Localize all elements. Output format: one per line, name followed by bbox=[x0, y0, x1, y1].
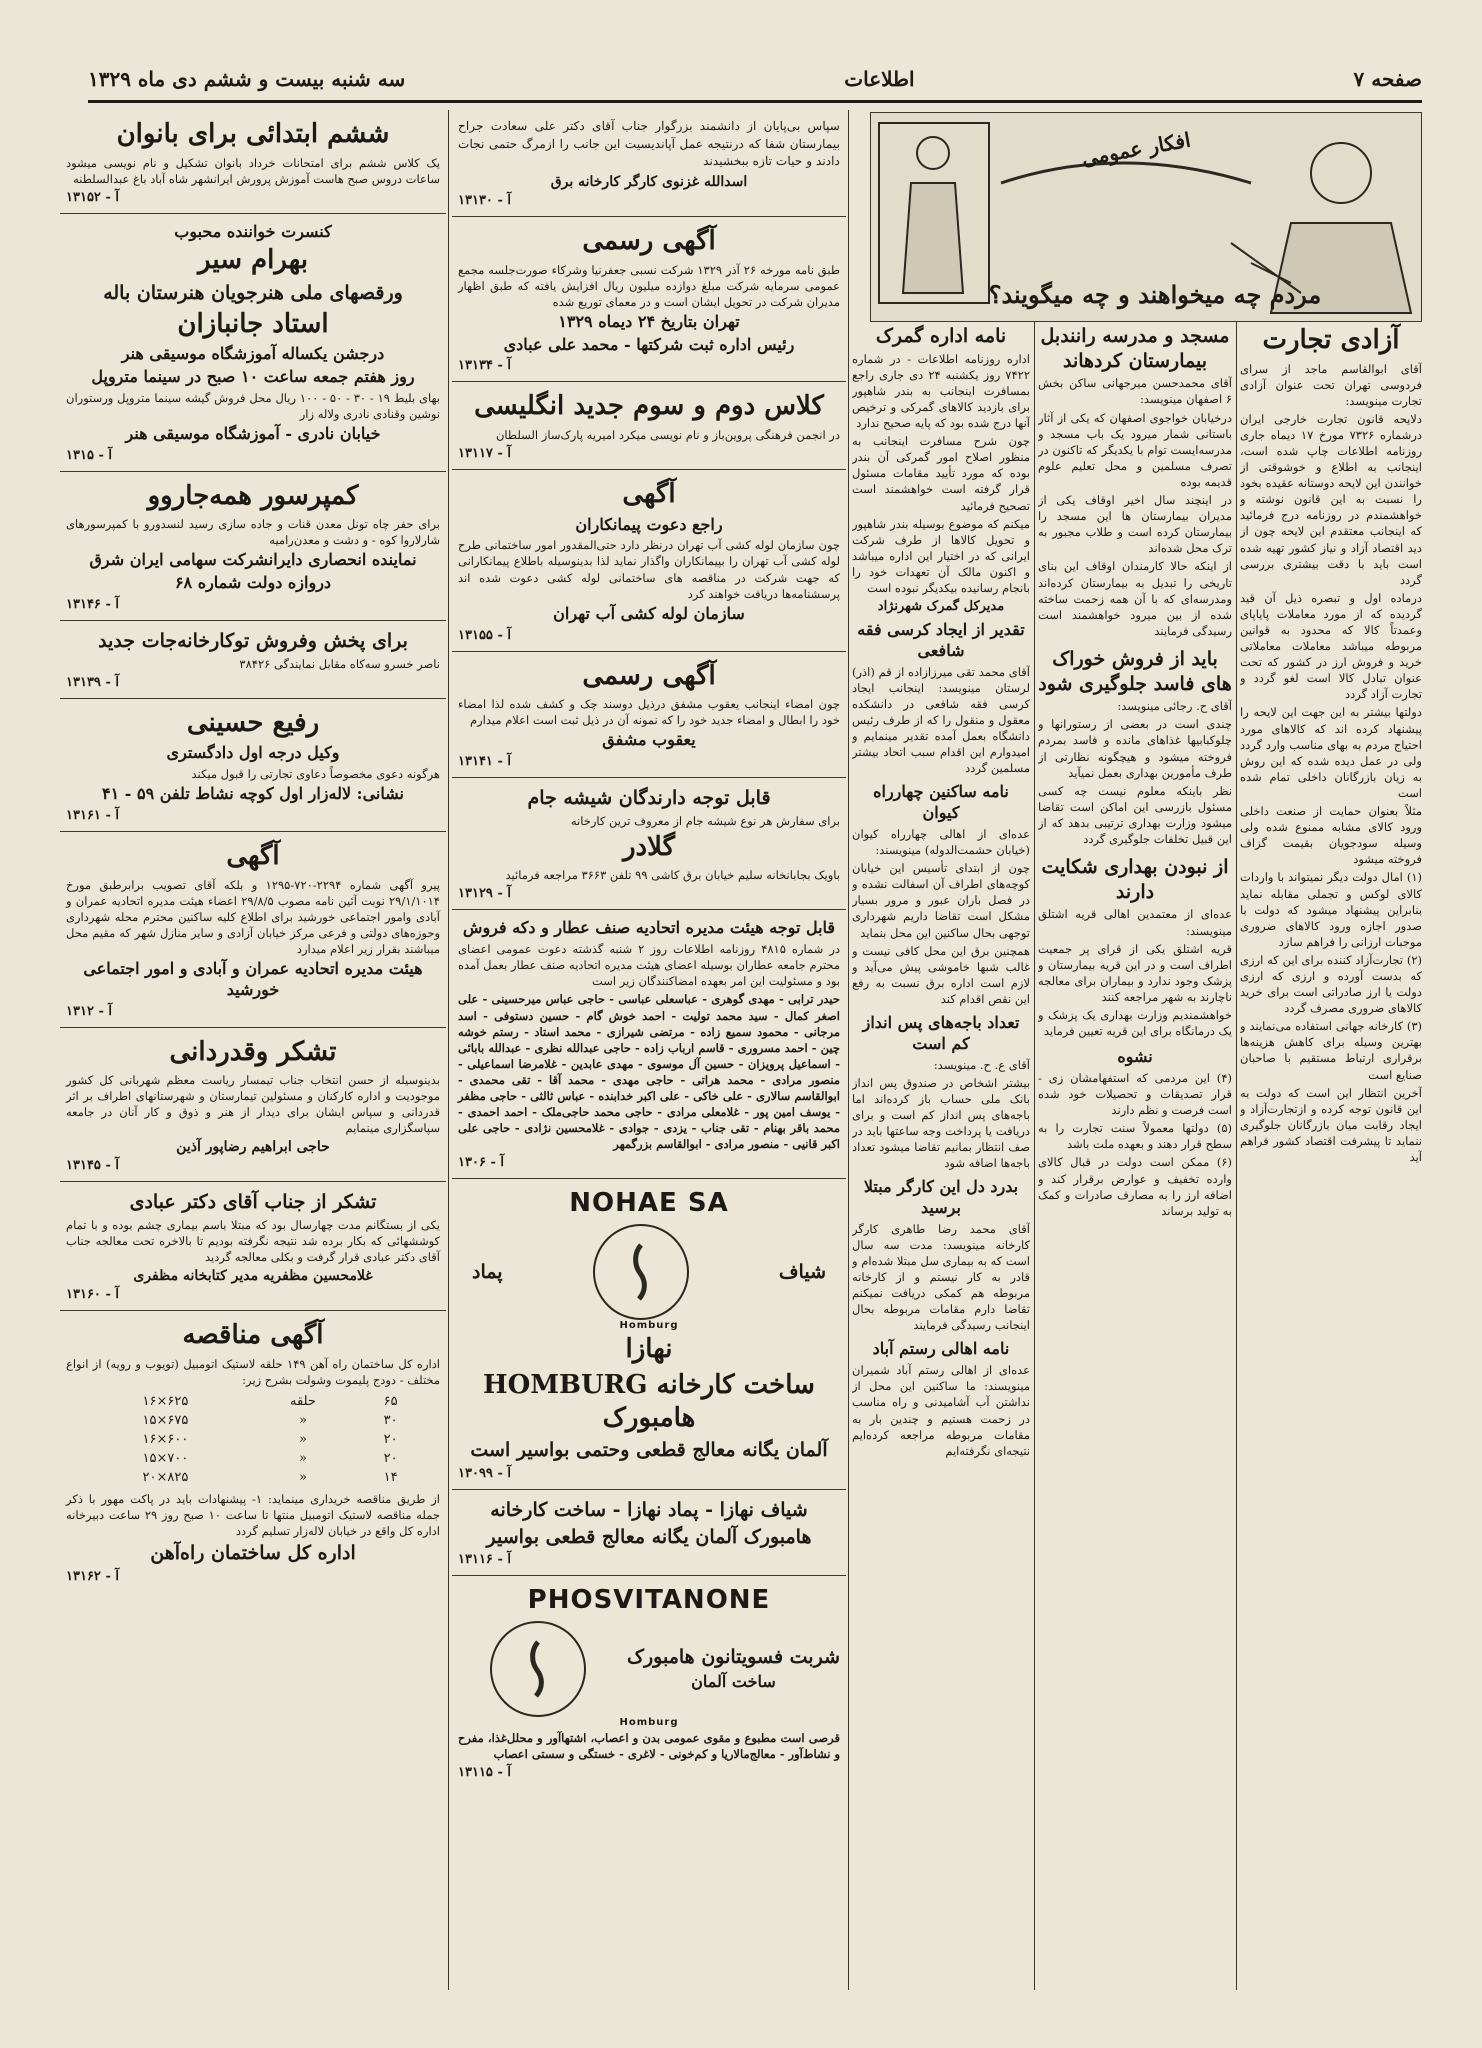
tender-cell: ۲۰ bbox=[383, 1451, 398, 1467]
ad-line: درجشن یکساله آموزشگاه موسیقی هنر bbox=[121, 344, 385, 364]
ad-body: بدینوسیله از حسن انتخاب جناب تیمسار ریاست معظم شهربانی کل کشور موجودیت و اداره کارکنان و مسئولین تیمارستان و شهرستانهای اطراف بر اثر قدردانی و سپاس ایشان برای دیدار از هنر و ذوق و کار آنان در جامعه سپاسگزاری مینمایم bbox=[66, 1073, 440, 1136]
ad-brand-left: پماد bbox=[472, 1260, 503, 1283]
section-heading: مردم چه میخواهند و چه میگویند؟ bbox=[988, 280, 1322, 309]
ad-concert bbox=[60, 214, 446, 472]
logo-stroke bbox=[532, 1642, 541, 1696]
ad-nohaesa-2 bbox=[452, 1490, 846, 1576]
ad-ref: آ - ۱۳۱۵۵ bbox=[458, 627, 511, 643]
article-paragraph: چون از ابتدای تأسیس این خیابان کوچه‌های اطراف آن اسفالت نشده و در فصل باران عبور و مرور بسیار مشکل است تقاضا داریم شهرداری توجهی بحال ساکنین این محل بنماید bbox=[852, 861, 1030, 940]
ad-title: آگهی مناقصه bbox=[182, 1320, 324, 1351]
homburg-logo-mark bbox=[503, 1634, 573, 1704]
ad-footer: اداره کل ساختمان راه‌آهن bbox=[150, 1542, 356, 1565]
homburg-logo-icon bbox=[593, 1224, 689, 1320]
ad-body: از طریق مناقصه خریداری مینماید: ۱- پیشنهادات باید در پاکت مهور با ذکر جمله مناقصه لاستیک اتومبیل منتها تا ساعت ۱۰ صبح روز ۲۹ ساعت دبیرخانه اداره کل واقع در خیابان لاله‌زار تسلیم گردد bbox=[66, 1492, 441, 1539]
ad-line: باویک بجابانخانه سلیم خیابان برق کاشی ۹۹ تلفن ۳۶۶۳ مراجعه فرمائید bbox=[505, 868, 840, 883]
illustration-caption: افکار عمومی bbox=[1079, 127, 1193, 171]
ad-title: آگهی رسمی bbox=[582, 660, 716, 691]
tender-cell: ۶۰۰×۱۶ bbox=[142, 1432, 189, 1448]
ad-body: یکی از بستگانم مدت چهارسال بود که مبتلا باسم بیماری چشم بوده و با تمام کوششهائی که بکار برده شد نتیجه نگرفته بودیم تا بالاخره تحت معالجه جناب آقای دکتر عبادی قرار گرفت و بکلی معالجه گردید bbox=[66, 1218, 440, 1265]
ad-ref: آ - ۱۳۱۵۲ bbox=[66, 189, 119, 205]
article-paragraph: دولتها بیشتر به این جهت این لایحه را پیشنهاد کرده اند که کالاهای مورد احتیاج مردم به بهای مناسب وارد گردد ولی در عمل دیده شده که این روش به زیان بازرگانان داخلی تمام شده است bbox=[1240, 705, 1422, 800]
article-title: از نبودن بهداری شکایت دارند bbox=[1041, 856, 1229, 903]
ad-body: اداره کل ساختمان راه آهن ۱۴۹ حلقه لاستیک اتومبیل (تویوب و رویه) از انواع مختلف - دودج پلیموت وشولت بشرح زیر: bbox=[66, 1356, 441, 1387]
ad-ref: آ - ۱۳۱۳۴ bbox=[458, 358, 511, 374]
ad-phosvitanone bbox=[452, 1576, 846, 1788]
article-paragraph: قریه اشتلق یکی از قرای پر جمعیت اطراف است و در این قریه بیمارستان و پزشک وجود ندارد و بیماران برای معالجه ناچارند به شهر مراجعه کنند bbox=[1038, 941, 1232, 1004]
ad-notice-association bbox=[60, 832, 446, 1028]
ad-body: برای حفر چاه تونل معدن قنات و جاده سازی رسید لنسدورو با کمپرسورهای شارلاروا کوه - و دشت و معدن‌رامیه bbox=[66, 517, 440, 548]
letters-column-a bbox=[1240, 322, 1422, 1990]
article-paragraph: آخرین انتظار این است که دولت به این قانون توجه کرده و ازتجارت‌آزاد و ایجاد رقابت میان بازرگانان جلوگیری ننماید تا پیشرفت اقتصاد کشور فراهم آید bbox=[1240, 1085, 1422, 1164]
ad-official-notice-2 bbox=[452, 652, 846, 778]
ad-ref: آ - ۱۳۱۶۲ bbox=[66, 1569, 119, 1585]
ad-thanks-doctor bbox=[60, 1182, 446, 1311]
ad-signature: حاجی ابراهیم رضاپور آذین bbox=[176, 1139, 330, 1156]
notes-title: نشوه bbox=[1117, 1047, 1153, 1067]
tender-cell: ۳۰ bbox=[383, 1413, 398, 1429]
ad-signature: سازمان لوله کشی آب تهران bbox=[553, 603, 745, 623]
note-paragraph: (۵) دولتها معمولاً سنت تجارت را به سطح قرار دهند و بعهده ملت باشد bbox=[1038, 1121, 1232, 1152]
ad-ref: آ - ۱۳۱۴۶ bbox=[66, 597, 119, 613]
article-paragraph: خواهشمندیم وزارت بهداری یک پزشک و یک درمانگاه برای این قریه تعیین فرماید bbox=[1038, 1008, 1232, 1039]
homburg-logo-mark bbox=[606, 1237, 676, 1307]
ad-contractors bbox=[452, 470, 846, 651]
ad-brand: گلادر bbox=[622, 831, 676, 862]
ad-title: برای پخش وفروش توکارخانه‌جات جدید bbox=[98, 630, 408, 653]
homburg-logo-icon bbox=[490, 1621, 586, 1717]
ad-title: بهرام سیر bbox=[198, 245, 308, 276]
tender-cell: « bbox=[299, 1413, 307, 1429]
tender-row bbox=[81, 1411, 425, 1430]
ad-line: ساخت کارخانه HOMBURG هامبورک bbox=[483, 1370, 815, 1433]
article-paragraph: اداره روزنامه اطلاعات - در شماره ۷۴۲۲ روز یکشنبه ۲۴ دی جاری راجع بمسافرت اینجانب به بندر شاهپور برای بازدید کالاهای گمرکی و ترخیص آنها درج شده بود که پایه صحیح ندارد bbox=[852, 351, 1030, 431]
article-title: باید از فروش خوراک های فاسد جلوگیری شود bbox=[1038, 647, 1232, 695]
ad-subtitle: راجع دعوت پیمانکاران bbox=[575, 514, 723, 534]
article-paragraph: دلایحه قانون تجارت خارجی ایران درشماره ۷۳۲۶ مورخ ۱۷ دیماه جاری روزنامه اطلاعات چاپ شده است، اینجانب به اطلاع و خوشوقتی از خوانندن این لایحه دوستانه عقیده بخود را نسبت به این قانون نوشته و خواهشمندم در روزنامه درج فرمائید که اینجانب معتقدم این لایحه چون از دید اقتصاد آزاد و نیاز کشور تهیه شده است باید با دقت بیشتری بررسی گردد bbox=[1240, 411, 1422, 587]
article-paragraph: در اینچند سال اخیر اوقاف یکی از مدیران بیمارستان ها این مسجد را بیمارستان کرده است و طلاب مجبور به ترک محل شده‌اند bbox=[1038, 493, 1232, 556]
article-signature: مدیرکل گمرک شهرنژاد bbox=[877, 599, 1005, 615]
ad-title-secondary: استاد جانبازان bbox=[177, 308, 329, 339]
article-paragraph: آقای ابوالقاسم ماجد از سرای فردوسی تهران تحت عنوان آزادی تجارت مینویسد: bbox=[1240, 361, 1422, 408]
ad-sixth-grade-women bbox=[60, 110, 446, 214]
article-title: مسجد و مدرسه رانندبل بیمارستان کردهاند bbox=[1040, 325, 1230, 372]
ad-lawyer bbox=[60, 699, 446, 832]
ad-body: سپاس بی‌پایان از دانشمند بزرگوار جناب آقای دکتر علی سعادت جراح بیمارستان شفا که درنتیجه عمل آپاندیسیت این جانب را ازمرگ حتمی نجات دادند و حیات تازه ببخشیدند bbox=[458, 119, 840, 169]
ad-subtitle: وکیل درجه اول دادگستری bbox=[166, 743, 340, 763]
ad-tender bbox=[60, 1311, 446, 1592]
ad-line: نماینده انحصاری دایرانشرکت سهامی ایران شرق bbox=[89, 550, 417, 570]
ad-ref: آ - ۱۳۱۱۶ bbox=[458, 1552, 511, 1568]
ad-title: کلاس دوم و سوم جدید انگلیسی bbox=[474, 391, 824, 422]
article-paragraph: (۲) تجارت‌آزاد کننده برای این که ارزی که بدست آورده و ارزی که ارزی دولت یا ارز صادراتی است برای خرید کالاهای ضروری مصرف گردد bbox=[1240, 952, 1422, 1016]
ad-title: تشکر از جناب آقای دکتر عبادی bbox=[129, 1191, 377, 1214]
ad-thanks-surgeon bbox=[452, 110, 846, 217]
ad-brand-right: شیاف bbox=[778, 1260, 826, 1283]
ad-title: شیاف نهازا - پماد نهازا - ساخت کارخانه bbox=[490, 1499, 808, 1522]
statue-body bbox=[903, 183, 963, 293]
tender-cell: ۶۲۵×۱۶ bbox=[142, 1394, 189, 1410]
header-newspaper-name: اطلاعات bbox=[844, 67, 915, 91]
article-paragraph: (۳) کارخانه جهانی استفاده می‌نمایند و بهترین وسیله برای کاهش هزینه‌ها برقراری ارتباط مستقیم با صاحبان صنایع است bbox=[1240, 1019, 1422, 1082]
ad-ref: آ - ۱۳۱۲۹ bbox=[458, 886, 511, 902]
column-divider bbox=[848, 110, 849, 1990]
article-title: نامه ساکنین چهارراه کیوان bbox=[873, 782, 1009, 823]
article-paragraph: همچنین برق این محل کافی نیست و غالب شبها خاموشی پیش می‌آید و لازم است اداره برق نسبت به رفع این نقص اقدام کند bbox=[852, 943, 1030, 1006]
tender-cell: ۷۰۰×۱۵ bbox=[142, 1451, 189, 1467]
ad-body: برای سفارش هر نوع شیشه جام از معروف ترین کارخانه bbox=[570, 813, 840, 828]
ad-body: ناصر خسرو سه‌کاه مقابل نمایندگی ۳۸۴۲۶ bbox=[239, 656, 440, 671]
ad-body: هرگونه دعوی مخصوصاً دعاوی تجارتی را قبول میکند bbox=[191, 767, 440, 782]
ad-signature: رئیس اداره ثبت شرکتها - محمد علی عبادی bbox=[503, 334, 795, 354]
article-paragraph: آقای محمد تقی میرزازاده از قم (اذر) لرستان مینویسد: اینجانب ایجاد کرسی فقه شافعی در دانشکده معقول و منقول را که از طرف رئیس دانشگاه بعمل آمده تقدیر مینمایم و امیدوارم این اقدام سبب اتحاد بیشتر مسلمین گردد bbox=[852, 664, 1030, 776]
ad-latin-brand: NOHAE SA bbox=[569, 1188, 729, 1219]
header-date: سه شنبه بیست و ششم دی ماه ۱۳۲۹ bbox=[88, 67, 406, 91]
article-paragraph: عده‌ای از اهالی چهارراه کیوان (خیابان حشمت‌الدوله) مینویسند: bbox=[852, 826, 1030, 858]
ad-attars-union bbox=[452, 910, 846, 1179]
ad-title: قابل توجه دارندگان شیشه جام bbox=[527, 786, 771, 809]
ad-line: تهران بتاریخ ۲۴ دیماه ۱۳۲۹ bbox=[558, 311, 740, 331]
ad-latin-brand: PHOSVITANONE bbox=[527, 1585, 771, 1616]
tender-row bbox=[81, 1468, 425, 1487]
article-title: بدرد دل این کارگر مبتلا برسید bbox=[863, 1177, 1019, 1218]
tender-cell: « bbox=[299, 1470, 307, 1486]
ad-body: چون امضاء اینجانب یعقوب مشفق درذیل دوسند چک و کشف شده لذا امضاء خود را ابطال و امضاء جدید خود را که نمونه آن در ذیل ثبت است اعلام میدارم bbox=[458, 697, 840, 728]
ads-column-left bbox=[60, 110, 446, 1990]
ad-ref: آ - ۱۳۰۹۹ bbox=[458, 1466, 511, 1482]
ad-body: چون سازمان لوله کشی آب تهران درنظر دارد حتی‌المقدور امور ساختمانی طرح لوله کشی آب تهران را بپیمانکاران واگذار نماید لذا بدینوسیله باطلاع پیمانکارانی که جهت شرکت در مناقصه های ساختمانی لوله کشی دعوت شده اند پرسشنامه‌ها دریافت خواهند کرد bbox=[458, 538, 840, 601]
article-paragraph: درماده اول و تبصره ذیل آن قید گردیده که از مورد معاملات پایاپای وعمدتاً کالا که محدود به قوانین مربوطه میباشد معاملات معاملاتی خرید و فروش ارز در کشور که تحت عنوان تبادل کالا است لغو گردد و تجارت آزاد گردد bbox=[1240, 590, 1422, 702]
article-paragraph: آقای محمدحسن میرجهانی ساکن بخش ۶ اصفهان مینویسد: bbox=[1038, 376, 1232, 407]
ad-glass bbox=[452, 778, 846, 910]
ad-thanks bbox=[60, 1028, 446, 1183]
tender-cell: ۲۰ bbox=[383, 1432, 398, 1448]
writer-head bbox=[1311, 143, 1371, 203]
ad-footer: خیابان نادری - آموزشگاه موسیقی هنر bbox=[125, 423, 381, 443]
ad-nohaesa bbox=[452, 1179, 846, 1490]
article-paragraph: مثلاً بعنوان حمایت از صنعت داخلی ورود کالای مشابه ممنوع شده ولی وسیله سودجویان بقیمت گزاف فروخته میشود bbox=[1240, 804, 1422, 867]
letters-column-b bbox=[1038, 322, 1232, 1990]
ad-body: یک کلاس ششم برای امتحانات خرداد بانوان تشکیل و نام نویسی میشود ساعات دروس صبح هاست آموزش پرورش ایرانشهر شاه آباد باغ عبدالسلطنه bbox=[66, 155, 440, 186]
ad-footer: هیئت مدیره اتحادیه عمران و آبادی و امور اجتماعی خورشید bbox=[83, 958, 423, 999]
ad-subtitle: ورقصهای ملی هنرجویان هنرستان باله bbox=[103, 281, 403, 304]
ad-title: شربت فسویتانون هامبورک bbox=[626, 1646, 840, 1669]
ad-title: کمپرسور همه‌جاروو bbox=[147, 480, 359, 511]
tender-cell: ۸۲۵×۲۰ bbox=[142, 1470, 189, 1486]
tender-cell: حلقه bbox=[290, 1394, 316, 1410]
article-paragraph: بیشتر اشخاص در صندوق پس انداز بانک ملی حساب باز کرده‌اند اما باجه‌های پس انداز کم است و برای دریافت یا پرداخت وجه ساعتها باید در صف انتظار بمانیم تقاضا میشود تعداد باجه‌ها اضافه شود bbox=[852, 1075, 1030, 1171]
article-paragraph: میکنم که موضوع بوسیله بندر شاهپور و تحویل کالاها از طرف شرکت ایرانی که در اختیار این اداره میباشد و اکنون مالک آن تعهدات خود را بانجام رسانیده بیکدیگر نبوده است bbox=[852, 516, 1030, 595]
column-divider bbox=[1236, 322, 1237, 1990]
article-title: تعداد باجه‌های پس انداز کم است bbox=[862, 1012, 1020, 1053]
article-paragraph: عده‌ای از اهالی رستم آباد شمیران مینویسند: ما ساکنین این محل از نداشتن آب آشامیدنی و راه مناسب در زحمت هستیم و چندین بار به مقامات مربوطه مراجعه کرده‌ایم نتیجه‌ای نگرفته‌ایم bbox=[852, 1363, 1030, 1458]
ad-ref: آ - ۱۳۱۱۵ bbox=[458, 1765, 511, 1781]
ad-body: در انجمن فرهنگی پروین‌باز و نام نویسی میکرد امیریه پارک‌ساز السلطان bbox=[495, 427, 840, 442]
article-paragraph: عده‌ای از معتمدین اهالی قریه اشتلق مینویسند: bbox=[1038, 907, 1232, 938]
ad-line: هامبورک آلمان یگانه معالج قطعی بواسیر bbox=[486, 1525, 812, 1548]
column-divider bbox=[1034, 322, 1035, 1990]
article-paragraph: درخیابان خواجوی اصفهان که یکی از آثار باستانی شمار میرود یک باب مسجد و مدرسه‌ایست توام با یکدیگر که تاکنون در تصرف مسلمین و محل تعلیم علوم قدیمه بوده bbox=[1038, 410, 1232, 489]
header-page-number: صفحه ۷ bbox=[1353, 67, 1422, 91]
ad-subtitle: ساخت آلمان bbox=[691, 1671, 776, 1691]
ad-ref: آ - ۱۳۱۱۷ bbox=[458, 446, 511, 462]
ad-body: طبق نامه مورخه ۲۶ آذر ۱۳۲۹ شرکت نسبی جعفرنیا وشرکاء صورت‌جلسه مجمع عمومی سرمایه شرکت مبلغ دوازده میلیون ریال افزایش یافته که طبق اظهار مدیران شرکت در تحویل ایشان است و در معمای توریع شده bbox=[458, 262, 841, 309]
page-header bbox=[88, 62, 1422, 96]
logo-stroke bbox=[635, 1245, 644, 1299]
ad-body: پیرو آگهی شماره ۲۲۹۴-۷۲۰-۱۲۹۵ و بلکه آقای تصویب برابرطبق مورخ ۲۹/۱/۱۰۱۴ نوبت آئین نامه مصوب ۲۹/۸/۵ اعضاء هیئت مدیره اتحادیه عمران و آبادی وامور اجتماعی خورشید برای اطلاع کلیه ساکنین محترم محله شهرداری وحوزه‌های دولتی و فرعی مرکز خیابان آزادی و سایر منازل شهر که مقیم محل میباشند بقرار زیر اعلام میدارد bbox=[66, 877, 440, 956]
article-title: آزادی تجارت bbox=[1262, 325, 1400, 355]
article-paragraph: چون شرح مسافرت اینجانب به منظور اصلاح امور گمرکی آن بندر بوده که مورد تأیید مقامات مسئول قرار گرفته است خواهشمند است تصحیح فرمائید bbox=[852, 434, 1030, 513]
tender-cell: « bbox=[299, 1451, 307, 1467]
ad-signature: یعقوب مشفق bbox=[602, 730, 696, 750]
ad-logo-text: Homburg bbox=[619, 1716, 679, 1728]
tender-row bbox=[81, 1392, 425, 1411]
ad-title: قابل توجه هیئت مدیره اتحادیه صنف عطار و دکه فروش bbox=[462, 918, 836, 938]
statue-head bbox=[917, 137, 949, 169]
ad-distribution bbox=[60, 621, 446, 699]
tender-table bbox=[81, 1392, 425, 1487]
ad-line: روز هفتم جمعه ساعت ۱۰ صبح در سینما متروپل bbox=[91, 366, 415, 386]
note-paragraph: (۴) این مردمی که استفهامشان زی - قرار تصدیقات و تحصیلات خود شده است فرصت و نظم دارند bbox=[1038, 1071, 1232, 1118]
ad-english-class bbox=[452, 382, 846, 470]
ad-official-notice-1 bbox=[452, 217, 846, 382]
tender-row bbox=[81, 1449, 425, 1468]
ad-ref: آ - ۱۳۰۶ bbox=[458, 1155, 504, 1171]
article-paragraph: آقای ح. رجائی مینویسد: bbox=[1117, 699, 1232, 714]
ad-ref: آ - ۱۳۱۵ bbox=[66, 447, 112, 463]
ad-body: قرصی است مطبوع و مقوی عمومی بدن و اعصاب، اشتهاآور و محلل‌غذا، مفرح و نشاط‌آور - معالج‌مالاریا و کم‌خونی - لاغری - خستگی و سستی اعصاب bbox=[458, 1730, 840, 1762]
ad-ref: آ - ۱۳۱۶۱ bbox=[66, 808, 119, 823]
ad-ref: آ - ۱۳۱۴۵ bbox=[66, 1158, 119, 1174]
letters-column-c bbox=[852, 322, 1030, 1990]
ad-line: دروازه دولت شماره ۶۸ bbox=[174, 573, 332, 593]
ads-column-middle bbox=[452, 110, 846, 1990]
ad-signature: غلامحسین مظفریه مدیر کتابخانه مظفری bbox=[133, 1268, 373, 1285]
header-rule bbox=[88, 100, 1422, 103]
ad-title: آگهی رسمی bbox=[582, 226, 716, 257]
ad-ref: آ - ۱۳۱۳۹ bbox=[66, 674, 119, 690]
article-paragraph: (۱) امال دولت دیگر نمیتواند با واردات کالای لوکس و تجملی مقابله نماید بنابراین پیشنهاد میشود که دولت با صدور اجازه ورود کالاهای ضروری موجبات ارزانی را فراهم سازد bbox=[1240, 870, 1422, 949]
ad-logo-text: Homburg bbox=[619, 1319, 679, 1331]
ad-signature: اسدالله غزنوی کارگر کارخانه برق bbox=[550, 174, 748, 191]
ad-title: رفیع حسینی bbox=[186, 707, 320, 738]
ad-title: آگهی bbox=[226, 841, 280, 871]
ad-ref: آ - ۱۳۱۴۱ bbox=[458, 753, 511, 769]
note-paragraph: (۶) ممکن است دولت در قبال کالای وارده تخفیف و عوارض برقرار کند و اضافه ارز را به مصارف صادرات و کمک به تولید برساند bbox=[1038, 1155, 1232, 1218]
ad-line: آلمان یگانه معالج قطعی وحتمی بواسیر است bbox=[470, 1439, 828, 1462]
article-title: تقدیر از ایجاد کرسی فقه شافعی bbox=[857, 620, 1025, 660]
ad-body: بهای بلیط ۱۹ - ۳۰ - ۵۰ - ۱۰۰ ریال محل فروش گیشه سینما متروپل ورستوران نوشین وقنادی نادری ولاله زار bbox=[66, 390, 440, 421]
ad-title: نهازا bbox=[625, 1333, 673, 1364]
ad-title: ششم ابتدائی برای بانوان bbox=[116, 119, 390, 149]
ad-kicker: کنسرت خواننده محبوب bbox=[174, 221, 332, 241]
ad-ref: آ - ۱۳۱۶۰ bbox=[66, 1287, 119, 1303]
article-paragraph: چندی است در بعضی از رستورانها و چلوکبابیها غذاهای مانده و فاسد بمردم فروخته میشود و هیچگونه نظارتی از طرف مأمورین بهداری بعمل نمیآید bbox=[1038, 717, 1232, 780]
tender-cell: « bbox=[299, 1432, 307, 1448]
ad-title: آگهی bbox=[622, 479, 676, 510]
ad-line: نشانی: لاله‌زار اول کوچه نشاط تلفن ۵۹ - ۴۱ bbox=[102, 784, 404, 804]
ad-ref: آ - ۱۳۱۲ bbox=[66, 1003, 112, 1019]
article-paragraph: آقای محمد رضا طاهری کارگر کارخانه مینویسد: مدت سه سال است که به بیماری سل مبتلا شده‌ام و قادر به کار نیستم و از کارخانه مربوطه هم کمکی دریافت نمیکنم تقاضا دارم مقامات مربوطه بحال اینجانب رسیدگی فرمایند bbox=[852, 1221, 1030, 1333]
ad-ref: آ - ۱۳۱۳۰ bbox=[458, 193, 511, 209]
ad-compressor bbox=[60, 472, 446, 621]
tender-cell: ۶۷۵×۱۵ bbox=[142, 1413, 189, 1429]
article-paragraph: از اینکه حالا کارمندان اوقاف این بنای تاریخی را تبدیل به بیمارستان کرده‌اند ومدرسه‌ای که با آن همه زحمت ساخته شده از بین میرود خواهشمند است رسیدگی فرمایند bbox=[1038, 559, 1232, 638]
article-paragraph: نظر باینکه معلوم نیست چه کسی مسئول بازرسی این اماکن است تقاضا میشود وزارت بهداری ترتیبی بدهد که از این قبیل تخلفات جلوگیری گردد bbox=[1038, 783, 1232, 846]
article-title: نامه اهالی رستم آباد bbox=[872, 1339, 1010, 1359]
tender-cell: ۱۴ bbox=[383, 1470, 398, 1486]
tender-row bbox=[81, 1430, 425, 1449]
column-divider bbox=[448, 110, 449, 1990]
tender-cell: ۶۵ bbox=[383, 1394, 398, 1410]
ad-names-list: حیدر ترابی - مهدی گوهری - عباسعلی عباسی - حاجی عباس میرحسینی - علی اصغر کمال - سید محمد تولیت - احمد خوش گام - حسین دستوفی - اسد مرجانی - محمود سمیع زاده - مرتضی شیرازی - محمد استاد - رستم خوشه چین - احمد مسروری - قاسم ارباب زاده - حاجی عبدالله نظری - عبدالله بابائی - اسماعیل پرویزان - حسین آل موسوی - مهدی عابدین - غلامرضا اسماعیلی - منصور مرادی - محمد هراتی - حاجی مهدی - محمد آقا - تقی محمدی - ابوالقاسم سالاری - علی خاکی - علی اکبر خدابنده - عباس ثالثی - حاجی مظفر - یوسف امین پور - غلامعلی مرادی - حاجی محمد حاجی‌ملک - احمد احمدی - محمد باقر بهنام - تقی جناب - یزدی - جوادی - غلامحسین نژادی - حاجی علی اکبر قانیی - منصور مرادی - ابوالقاسم بزرگمهر bbox=[458, 992, 840, 1152]
article-paragraph: آقای ع. ح. مینویسد: bbox=[933, 1057, 1030, 1072]
ad-title: تشکر وقدردانی bbox=[169, 1036, 337, 1067]
ad-body: در شماره ۴۸۱۵ روزنامه اطلاعات روز ۲ شنبه گذشته دعوت عمومی اعضای محترم جامعه عطاران بوسیله اعضای هیئت مدیره اتحادیه صنف عطار بعمل آمده بود و مسئولیت این امر بعهده امضاکنندگان زیر است bbox=[458, 942, 840, 989]
article-title: نامه اداره گمرک bbox=[875, 325, 1007, 347]
